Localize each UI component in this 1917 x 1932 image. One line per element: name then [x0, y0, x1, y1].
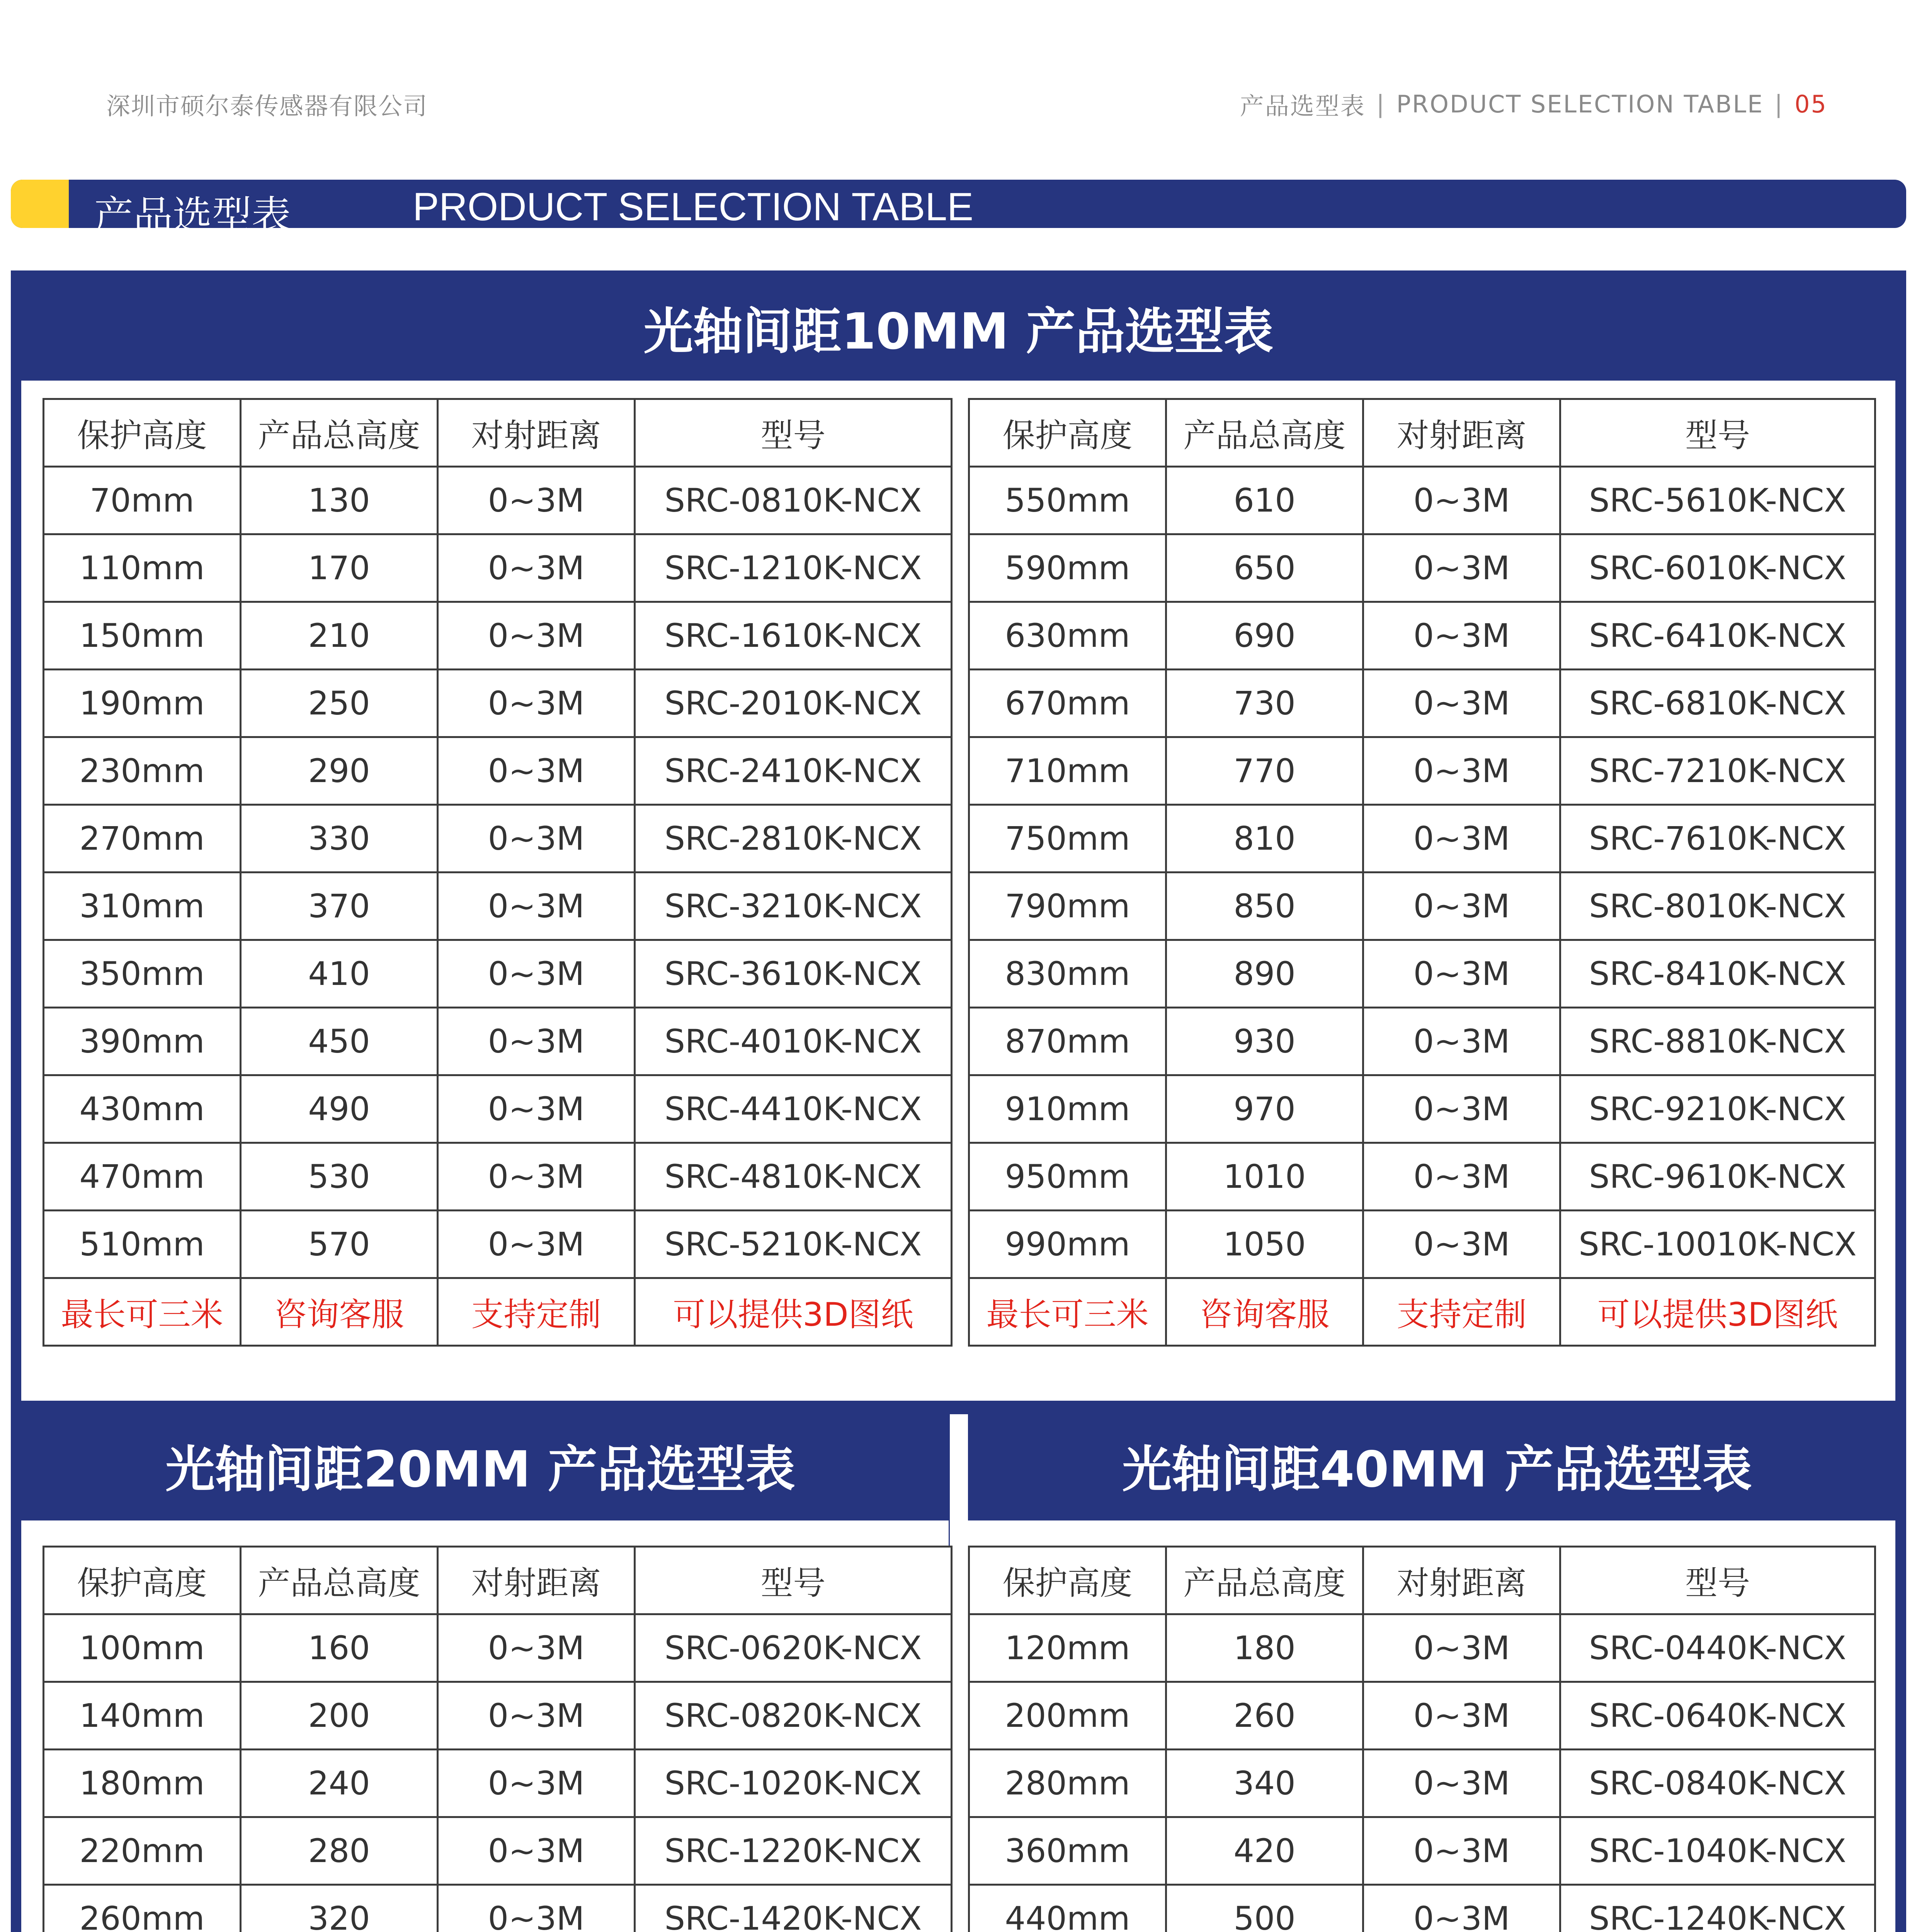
- protect-height-cell: 150mm: [44, 602, 241, 670]
- model-cell: SRC-8810K-NCX: [1560, 1008, 1875, 1075]
- total-height-cell: 410: [241, 940, 438, 1008]
- protect-height-cell: 100mm: [44, 1614, 241, 1682]
- footer-note: 咨询客服: [1166, 1278, 1363, 1346]
- model-cell: SRC-3210K-NCX: [635, 872, 952, 940]
- table-row: [44, 670, 952, 737]
- range-cell: 0~3M: [438, 1885, 635, 1932]
- protect-height-cell: 220mm: [44, 1817, 241, 1885]
- page-number: 05: [1795, 90, 1827, 118]
- range-cell: 0~3M: [1363, 1682, 1560, 1750]
- protect-height-cell: 70mm: [44, 467, 241, 534]
- range-cell: 0~3M: [1363, 940, 1560, 1008]
- protect-height-cell: 750mm: [969, 805, 1166, 872]
- header-divider: |: [1376, 90, 1386, 118]
- protect-height-cell: 140mm: [44, 1682, 241, 1750]
- column-header: 型号: [635, 399, 952, 467]
- table-row: [44, 1211, 952, 1278]
- footer-note: 支持定制: [438, 1278, 635, 1346]
- range-cell: 0~3M: [438, 1614, 635, 1682]
- range-cell: 0~3M: [438, 467, 635, 534]
- model-cell: SRC-9610K-NCX: [1560, 1143, 1875, 1211]
- model-cell: SRC-8010K-NCX: [1560, 872, 1875, 940]
- table-row: [44, 1614, 952, 1682]
- range-cell: 0~3M: [438, 1682, 635, 1750]
- model-cell: SRC-2010K-NCX: [635, 670, 952, 737]
- model-cell: SRC-9210K-NCX: [1560, 1075, 1875, 1143]
- protect-height-cell: 280mm: [969, 1750, 1166, 1817]
- table-row: [969, 1885, 1875, 1932]
- protect-height-cell: 670mm: [969, 670, 1166, 737]
- range-cell: 0~3M: [438, 1211, 635, 1278]
- model-cell: SRC-1240K-NCX: [1560, 1885, 1875, 1932]
- column-header: 对射距离: [1363, 399, 1560, 467]
- model-cell: SRC-7210K-NCX: [1560, 737, 1875, 805]
- company-name: 深圳市硕尔泰传感器有限公司: [106, 92, 428, 120]
- range-cell: 0~3M: [1363, 1211, 1560, 1278]
- title-bar-cn: 产品选型表: [94, 193, 291, 239]
- range-cell: 0~3M: [1363, 670, 1560, 737]
- protect-height-cell: 870mm: [969, 1008, 1166, 1075]
- header-section-en: PRODUCT SELECTION TABLE: [1396, 90, 1764, 118]
- table-row: [44, 1817, 952, 1885]
- total-height-cell: 850: [1166, 872, 1363, 940]
- protect-height-cell: 200mm: [969, 1682, 1166, 1750]
- header-divider: |: [1774, 90, 1784, 118]
- protect-height-cell: 630mm: [969, 602, 1166, 670]
- model-cell: SRC-2410K-NCX: [635, 737, 952, 805]
- table-row: [44, 467, 952, 534]
- column-header: 对射距离: [1363, 1547, 1560, 1614]
- total-height-cell: 730: [1166, 670, 1363, 737]
- total-height-cell: 500: [1166, 1885, 1363, 1932]
- table-row: [969, 1614, 1875, 1682]
- total-height-cell: 970: [1166, 1075, 1363, 1143]
- table-row: [44, 737, 952, 805]
- table-row: [44, 940, 952, 1008]
- column-header: 产品总高度: [1166, 399, 1363, 467]
- total-height-cell: 260: [1166, 1682, 1363, 1750]
- table-row: [969, 1682, 1875, 1750]
- model-cell: SRC-0440K-NCX: [1560, 1614, 1875, 1682]
- footer-note: 最长可三米: [44, 1278, 241, 1346]
- range-cell: 0~3M: [1363, 602, 1560, 670]
- protect-height-cell: 110mm: [44, 534, 241, 602]
- total-height-cell: 1010: [1166, 1143, 1363, 1211]
- total-height-cell: 330: [241, 805, 438, 872]
- total-height-cell: 290: [241, 737, 438, 805]
- total-height-cell: 160: [241, 1614, 438, 1682]
- table-row: [969, 1817, 1875, 1885]
- model-cell: SRC-5610K-NCX: [1560, 467, 1875, 534]
- protect-height-cell: 510mm: [44, 1211, 241, 1278]
- table-row: [969, 534, 1875, 602]
- protect-height-cell: 270mm: [44, 805, 241, 872]
- range-cell: 0~3M: [1363, 1885, 1560, 1932]
- total-height-cell: 240: [241, 1750, 438, 1817]
- model-cell: SRC-1210K-NCX: [635, 534, 952, 602]
- table-row: [969, 1075, 1875, 1143]
- table-row: [44, 1750, 952, 1817]
- model-cell: SRC-0840K-NCX: [1560, 1750, 1875, 1817]
- range-cell: 0~3M: [1363, 1817, 1560, 1885]
- range-cell: 0~3M: [1363, 737, 1560, 805]
- protect-height-cell: 590mm: [969, 534, 1166, 602]
- range-cell: 0~3M: [1363, 1750, 1560, 1817]
- range-cell: 0~3M: [438, 670, 635, 737]
- range-cell: 0~3M: [438, 1143, 635, 1211]
- total-height-cell: 450: [241, 1008, 438, 1075]
- title-bar-en: PRODUCT SELECTION TABLE: [413, 185, 974, 229]
- table-row: [44, 1075, 952, 1143]
- total-height-cell: 690: [1166, 602, 1363, 670]
- protect-height-cell: 950mm: [969, 1143, 1166, 1211]
- column-header: 保护高度: [44, 1547, 241, 1614]
- table-row: [969, 670, 1875, 737]
- model-cell: SRC-0810K-NCX: [635, 467, 952, 534]
- table-row: [969, 940, 1875, 1008]
- table-row: [44, 602, 952, 670]
- model-cell: SRC-5210K-NCX: [635, 1211, 952, 1278]
- total-height-cell: 530: [241, 1143, 438, 1211]
- table-row: [44, 534, 952, 602]
- range-cell: 0~3M: [438, 1008, 635, 1075]
- table-10mm-right: [968, 398, 1876, 1347]
- protect-height-cell: 470mm: [44, 1143, 241, 1211]
- model-cell: SRC-1610K-NCX: [635, 602, 952, 670]
- model-cell: SRC-4010K-NCX: [635, 1008, 952, 1075]
- protect-height-cell: 390mm: [44, 1008, 241, 1075]
- column-header: 产品总高度: [241, 399, 438, 467]
- table-row: [44, 1008, 952, 1075]
- protect-height-cell: 310mm: [44, 872, 241, 940]
- protect-height-cell: 180mm: [44, 1750, 241, 1817]
- total-height-cell: 130: [241, 467, 438, 534]
- table-row: [969, 602, 1875, 670]
- footer-note: 可以提供3D图纸: [635, 1278, 952, 1346]
- range-cell: 0~3M: [1363, 872, 1560, 940]
- footer-note: 可以提供3D图纸: [1560, 1278, 1875, 1346]
- header-section-cn: 产品选型表: [1240, 92, 1366, 120]
- total-height-cell: 570: [241, 1211, 438, 1278]
- model-cell: SRC-0640K-NCX: [1560, 1682, 1875, 1750]
- total-height-cell: 200: [241, 1682, 438, 1750]
- range-cell: 0~3M: [1363, 534, 1560, 602]
- range-cell: 0~3M: [1363, 1075, 1560, 1143]
- table-header-row: [969, 1547, 1875, 1614]
- table-footer-row: [44, 1278, 952, 1346]
- range-cell: 0~3M: [438, 534, 635, 602]
- protect-height-cell: 230mm: [44, 737, 241, 805]
- model-cell: SRC-0620K-NCX: [635, 1614, 952, 1682]
- total-height-cell: 280: [241, 1817, 438, 1885]
- total-height-cell: 340: [1166, 1750, 1363, 1817]
- range-cell: 0~3M: [1363, 805, 1560, 872]
- range-cell: 0~3M: [438, 602, 635, 670]
- table-row: [44, 1682, 952, 1750]
- section-40mm-title: 光轴间距40MM 产品选型表: [1122, 1441, 1752, 1498]
- total-height-cell: 420: [1166, 1817, 1363, 1885]
- column-header: 保护高度: [969, 1547, 1166, 1614]
- section-10mm-title: 光轴间距10MM 产品选型表: [643, 303, 1274, 361]
- range-cell: 0~3M: [438, 1075, 635, 1143]
- total-height-cell: 930: [1166, 1008, 1363, 1075]
- total-height-cell: 810: [1166, 805, 1363, 872]
- column-header: 型号: [1560, 399, 1875, 467]
- model-cell: SRC-1020K-NCX: [635, 1750, 952, 1817]
- table-row: [44, 1885, 952, 1932]
- total-height-cell: 650: [1166, 534, 1363, 602]
- table-row: [44, 872, 952, 940]
- range-cell: 0~3M: [438, 805, 635, 872]
- protect-height-cell: 790mm: [969, 872, 1166, 940]
- table-row: [969, 805, 1875, 872]
- column-header: 产品总高度: [1166, 1547, 1363, 1614]
- model-cell: SRC-8410K-NCX: [1560, 940, 1875, 1008]
- model-cell: SRC-6410K-NCX: [1560, 602, 1875, 670]
- section-20mm-title: 光轴间距20MM 产品选型表: [165, 1441, 795, 1498]
- range-cell: 0~3M: [1363, 1143, 1560, 1211]
- total-height-cell: 170: [241, 534, 438, 602]
- column-header: 对射距离: [438, 399, 635, 467]
- table-header-row: [44, 1547, 952, 1614]
- model-cell: SRC-10010K-NCX: [1560, 1211, 1875, 1278]
- total-height-cell: 180: [1166, 1614, 1363, 1682]
- protect-height-cell: 440mm: [969, 1885, 1166, 1932]
- table-row: [969, 737, 1875, 805]
- footer-note: 最长可三米: [969, 1278, 1166, 1346]
- table-row: [44, 805, 952, 872]
- range-cell: 0~3M: [438, 1817, 635, 1885]
- table-row: [44, 1143, 952, 1211]
- range-cell: 0~3M: [438, 872, 635, 940]
- total-height-cell: 370: [241, 872, 438, 940]
- protect-height-cell: 360mm: [969, 1817, 1166, 1885]
- range-cell: 0~3M: [438, 940, 635, 1008]
- table-header-row: [969, 399, 1875, 467]
- total-height-cell: 490: [241, 1075, 438, 1143]
- total-height-cell: 210: [241, 602, 438, 670]
- table-row: [969, 1008, 1875, 1075]
- column-header: 保护高度: [44, 399, 241, 467]
- total-height-cell: 250: [241, 670, 438, 737]
- column-header: 保护高度: [969, 399, 1166, 467]
- model-cell: SRC-1220K-NCX: [635, 1817, 952, 1885]
- protect-height-cell: 190mm: [44, 670, 241, 737]
- table-row: [969, 1750, 1875, 1817]
- model-cell: SRC-6010K-NCX: [1560, 534, 1875, 602]
- column-header: 型号: [635, 1547, 952, 1614]
- total-height-cell: 770: [1166, 737, 1363, 805]
- page-header-right: [1240, 87, 1827, 121]
- footer-note: 咨询客服: [241, 1278, 438, 1346]
- table-header-row: [44, 399, 952, 467]
- table-row: [969, 1211, 1875, 1278]
- model-cell: SRC-7610K-NCX: [1560, 805, 1875, 872]
- table-row: [969, 467, 1875, 534]
- column-header: 产品总高度: [241, 1547, 438, 1614]
- model-cell: SRC-1420K-NCX: [635, 1885, 952, 1932]
- protect-height-cell: 710mm: [969, 737, 1166, 805]
- range-cell: 0~3M: [1363, 1008, 1560, 1075]
- table-10mm-left: [43, 398, 953, 1347]
- total-height-cell: 890: [1166, 940, 1363, 1008]
- protect-height-cell: 350mm: [44, 940, 241, 1008]
- column-header: 型号: [1560, 1547, 1875, 1614]
- title-bar-accent: [11, 180, 69, 228]
- table-row: [969, 872, 1875, 940]
- total-height-cell: 320: [241, 1885, 438, 1932]
- range-cell: 0~3M: [438, 1750, 635, 1817]
- section-title-bar: [11, 180, 1906, 239]
- protect-height-cell: 910mm: [969, 1075, 1166, 1143]
- protect-height-cell: 120mm: [969, 1614, 1166, 1682]
- protect-height-cell: 550mm: [969, 467, 1166, 534]
- model-cell: SRC-6810K-NCX: [1560, 670, 1875, 737]
- total-height-cell: 1050: [1166, 1211, 1363, 1278]
- model-cell: SRC-3610K-NCX: [635, 940, 952, 1008]
- range-cell: 0~3M: [1363, 1614, 1560, 1682]
- total-height-cell: 610: [1166, 467, 1363, 534]
- model-cell: SRC-4410K-NCX: [635, 1075, 952, 1143]
- column-header: 对射距离: [438, 1547, 635, 1614]
- table-footer-row: [969, 1278, 1875, 1346]
- model-cell: SRC-0820K-NCX: [635, 1682, 952, 1750]
- range-cell: 0~3M: [438, 737, 635, 805]
- protect-height-cell: 990mm: [969, 1211, 1166, 1278]
- model-cell: SRC-4810K-NCX: [635, 1143, 952, 1211]
- table-row: [969, 1143, 1875, 1211]
- table-40mm: [968, 1546, 1876, 1932]
- protect-height-cell: 830mm: [969, 940, 1166, 1008]
- table-20mm: [43, 1546, 953, 1932]
- protect-height-cell: 430mm: [44, 1075, 241, 1143]
- protect-height-cell: 260mm: [44, 1885, 241, 1932]
- range-cell: 0~3M: [1363, 467, 1560, 534]
- footer-note: 支持定制: [1363, 1278, 1560, 1346]
- model-cell: SRC-2810K-NCX: [635, 805, 952, 872]
- model-cell: SRC-1040K-NCX: [1560, 1817, 1875, 1885]
